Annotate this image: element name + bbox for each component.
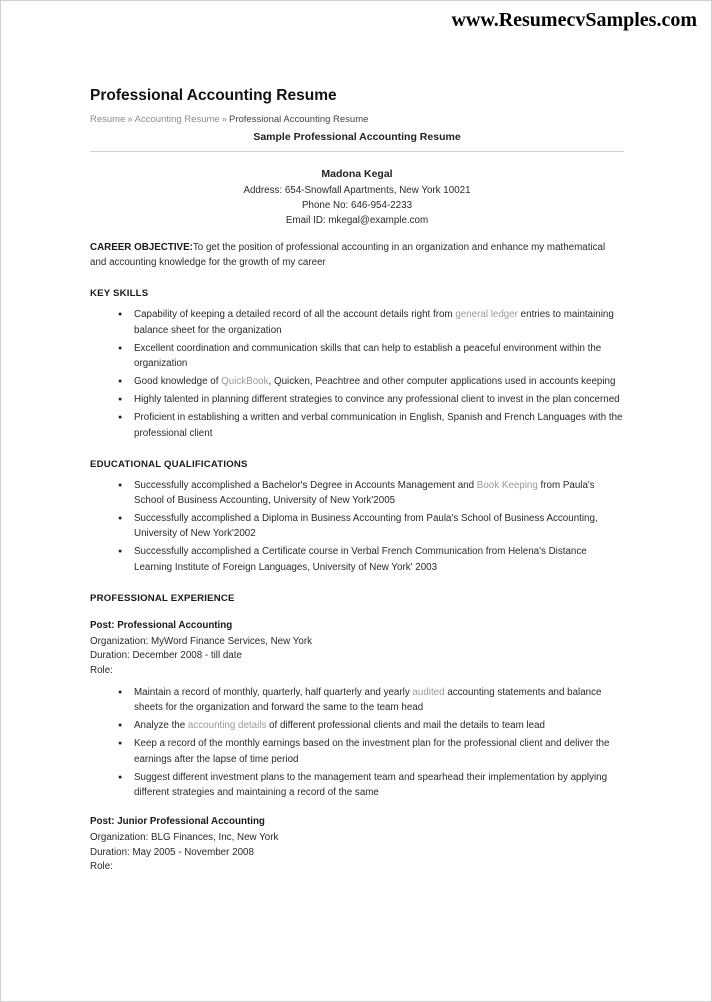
page-title: Professional Accounting Resume [90,87,337,104]
candidate-address: Address: 654-Snowfall Apartments, New York 10021 [243,185,471,196]
career-objective-text: To get the position of professional accounting in an organization and enhance my mathematical and accounting knowledge for the growth of my career [90,242,606,269]
list-item-text: Successfully accomplished a Bachelor's Degree in Accounts Management and [134,479,477,491]
inline-link[interactable]: QuickBook [221,376,269,388]
breadcrumb-item-current: Professional Accounting Resume [229,114,369,125]
job-duration: Duration: May 2005 - November 2008 [90,846,254,858]
list-item-text: Highly talented in planning different strategies to convince any professional client to invest in the plan concerned [134,394,620,406]
career-objective-label: CAREER OBJECTIVE: [90,242,193,253]
job-organization: Organization: MyWord Finance Services, New York [90,635,312,647]
job-organization: Organization: BLG Finances, Inc, New York [90,832,279,844]
breadcrumb-separator: » [127,114,133,125]
list-item-text-cont: entries to maintaining balance sheet for the organization [134,309,614,336]
list-item-text-cont: of different professional clients and mail the details to team lead [266,720,546,732]
list-item [134,374,624,389]
list-item [134,718,624,733]
list-item [134,478,624,508]
page-subtitle: Sample Professional Accounting Resume [253,131,461,143]
inline-link[interactable]: accounting details [187,720,267,732]
list-item [134,511,624,541]
list-item-text-cont: from Paula's School of Business Accounting, University of New York'2005 [134,479,595,506]
list-item [134,770,624,800]
list-item-text: Analyze the [134,720,188,732]
job-entry-2 [90,816,624,875]
list-item [134,410,624,440]
inline-link[interactable]: Book Keeping [476,479,538,491]
breadcrumb-item-resume[interactable]: Resume [90,114,126,125]
list-item [134,544,624,574]
job-entry-1 [90,620,624,800]
breadcrumb-separator-2: » [221,114,227,125]
list-item-text-cont: accounting statements and balance sheets for the organization and forward the same to the team head [134,686,602,713]
inline-link[interactable]: general ledger [455,309,518,321]
list-item [134,341,624,371]
inline-link[interactable]: audited [412,686,445,698]
list-item-text: Successfully accomplished a Diploma in Business Accounting from Paula's School of Business Accounting, University of New York'2002 [134,513,598,540]
key-skills-list [90,307,624,440]
list-item-text: Keep a record of the monthly earnings based on the investment plan for the professional client and deliver the earnings after the lapse of time period [134,738,610,765]
list-item-text: Good knowledge of [134,376,222,388]
candidate-phone: Phone No: 646-954-2233 [301,200,413,211]
career-objective [90,240,624,270]
job-role-label: Role: [90,665,113,677]
site-watermark: www.ResumecvSamples.com [451,9,697,31]
breadcrumb-item-accounting-resume[interactable]: Accounting Resume [134,114,220,125]
section-heading-key-skills: KEY SKILLS [90,288,149,300]
header-divider [90,151,624,152]
candidate-email: Email ID: mkegal@example.com [285,215,429,226]
list-item-text: Excellent coordination and communication skills that can help to establish a peaceful environment within the organization [134,342,602,369]
list-item-text: Maintain a record of monthly, quarterly, half quarterly and yearly [134,686,413,698]
list-item-text-cont: , Quicken, Peachtree and other computer applications used in accounts keeping [268,376,616,388]
section-heading-experience: PROFESSIONAL EXPERIENCE [90,592,235,604]
breadcrumb [90,114,624,125]
job-post: Post: Junior Professional Accounting [90,816,265,828]
list-item-text: Successfully accomplished a Certificate course in Verbal French Communication from Helena's Distance Learning Institute of Foreign Languages, University of New York' 2003 [134,546,587,573]
job-post: Post: Professional Accounting [90,619,233,631]
job-duration: Duration: December 2008 - till date [90,650,242,662]
section-heading-education: EDUCATIONAL QUALIFICATIONS [90,458,248,470]
job-role-label: Role: [90,861,113,873]
list-item-text: Proficient in establishing a written and verbal communication in English, Spanish and French Languages with the professional client [134,412,623,439]
list-item-text: Capability of keeping a detailed record of all the account details right from [134,309,456,321]
list-item [134,392,624,407]
education-list [90,478,624,575]
list-item-text: Suggest different investment plans to the management team and spearhead their implementation by applying different strategies and maintaining a record of the same [134,771,608,798]
candidate-name: Madona Kegal [321,168,393,180]
job-responsibilities-list [90,685,624,800]
resume-content [90,87,624,875]
list-item [134,685,624,715]
list-item [134,736,624,766]
list-item [134,307,624,337]
